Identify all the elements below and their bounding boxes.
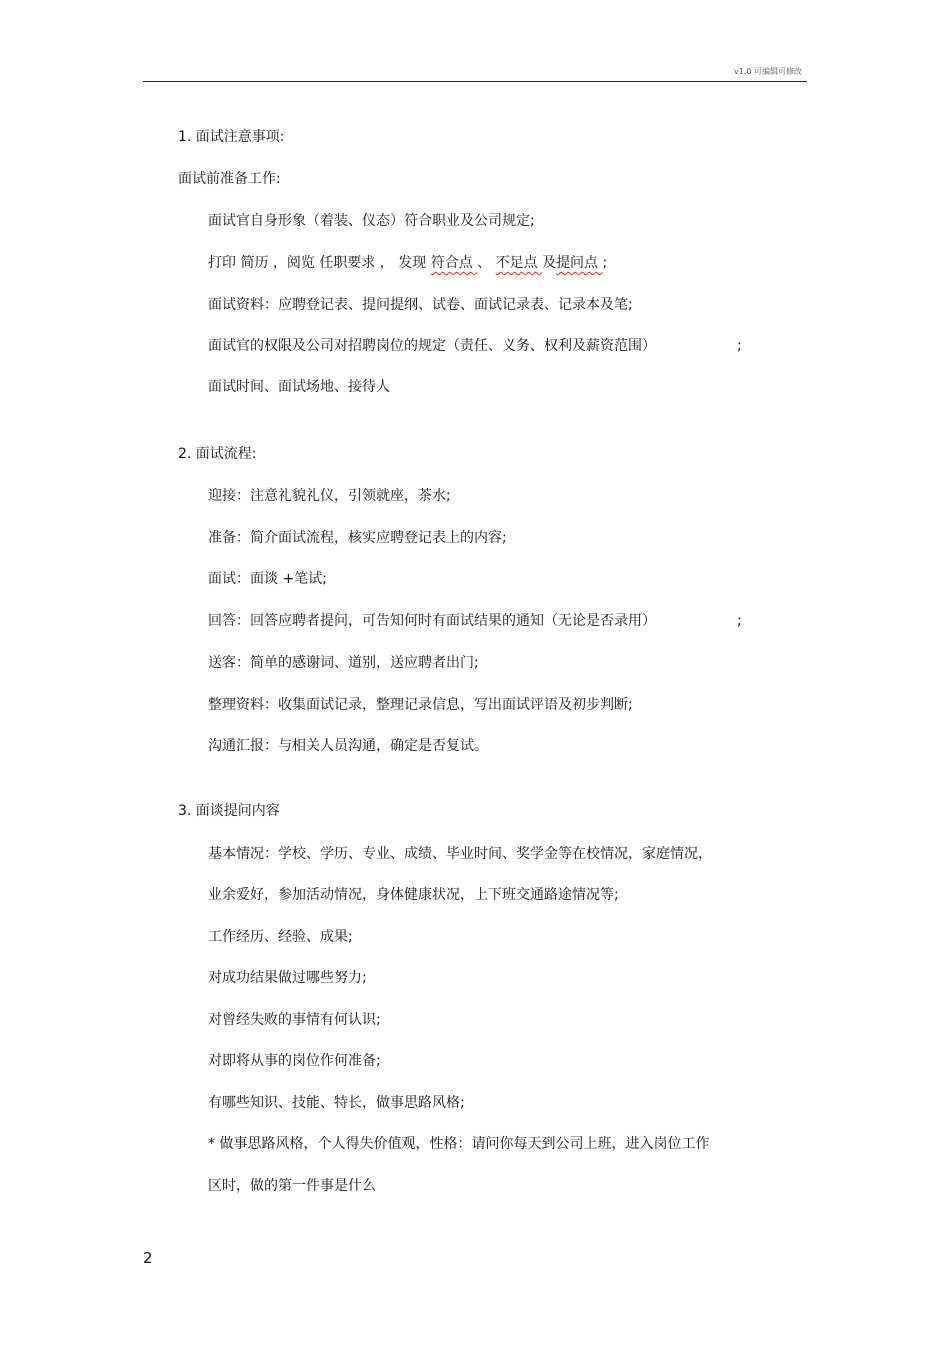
header-rule	[143, 81, 807, 82]
text-segment: 打印 简历 ，阅览 任职要求 ， 发现	[208, 255, 431, 271]
section-heading: 3. 面谈提问内容	[178, 803, 280, 819]
underlined-term: 符合点	[430, 255, 478, 271]
text-segment: 、	[477, 255, 496, 271]
section-heading: 2. 面试流程:	[178, 446, 257, 462]
list-item: 对曾经失败的事情有何认识;	[208, 1012, 381, 1028]
list-item: 面试资料：应聘登记表、提问提纲、试卷、面试记录表、记录本及笔;	[208, 297, 633, 313]
list-item: 面试时间、面试场地、接待人	[208, 379, 390, 395]
list-item: 面试：面谈 +笔试;	[208, 571, 327, 587]
section-heading: 1. 面试注意事项:	[178, 129, 285, 145]
page-number: 2	[143, 1249, 153, 1267]
list-item: 业余爱好，参加活动情况，身体健康状况，上下班交通路途情况等;	[208, 887, 619, 903]
list-item: 送客：简单的感谢词、道别，送应聘者出门;	[208, 655, 479, 671]
list-item: 准备：简介面试流程，核实应聘登记表上的内容;	[208, 530, 507, 546]
list-item: 有哪些知识、技能、特长，做事思路风格;	[208, 1095, 465, 1111]
list-item: 区时，做的第一件事是什么	[208, 1178, 376, 1194]
list-item: 面试官的权限及公司对招聘岗位的规定（责任、义务、权利及薪资范围）	[208, 338, 656, 354]
list-item	[208, 254, 607, 272]
text-segment: 及	[542, 255, 557, 271]
list-item-tail: ;	[737, 613, 742, 629]
section-subheading: 面试前准备工作:	[178, 171, 281, 187]
list-item: 沟通汇报：与相关人员沟通，确定是否复试。	[208, 738, 488, 754]
list-item: * 做事思路风格，个人得失价值观，性格：请问你每天到公司上班，进入岗位工作	[208, 1136, 710, 1152]
header-version-text: v1.0 可编辑可修改	[734, 67, 802, 76]
underlined-term: 提问点	[556, 255, 603, 271]
list-item: 对即将从事的岗位作何准备;	[208, 1053, 381, 1069]
underlined-term: 不足点	[495, 255, 543, 271]
list-item: 整理资料：收集面试记录，整理记录信息，写出面试评语及初步判断;	[208, 697, 633, 713]
list-item: 面试官自身形象（着装、仪态）符合职业及公司规定;	[208, 213, 535, 229]
list-item: 工作经历、经验、成果;	[208, 929, 353, 945]
list-item: 回答：回答应聘者提问，可告知何时有面试结果的通知（无论是否录用）	[208, 613, 656, 629]
list-item-tail: ;	[737, 338, 742, 354]
text-segment: ;	[602, 255, 608, 271]
list-item: 迎接：注意礼貌礼仪，引领就座，茶水;	[208, 488, 451, 504]
list-item: 基本情况：学校、学历、专业、成绩、毕业时间、奖学金等在校情况，家庭情况，	[208, 846, 712, 862]
list-item: 对成功结果做过哪些努力;	[208, 970, 367, 986]
